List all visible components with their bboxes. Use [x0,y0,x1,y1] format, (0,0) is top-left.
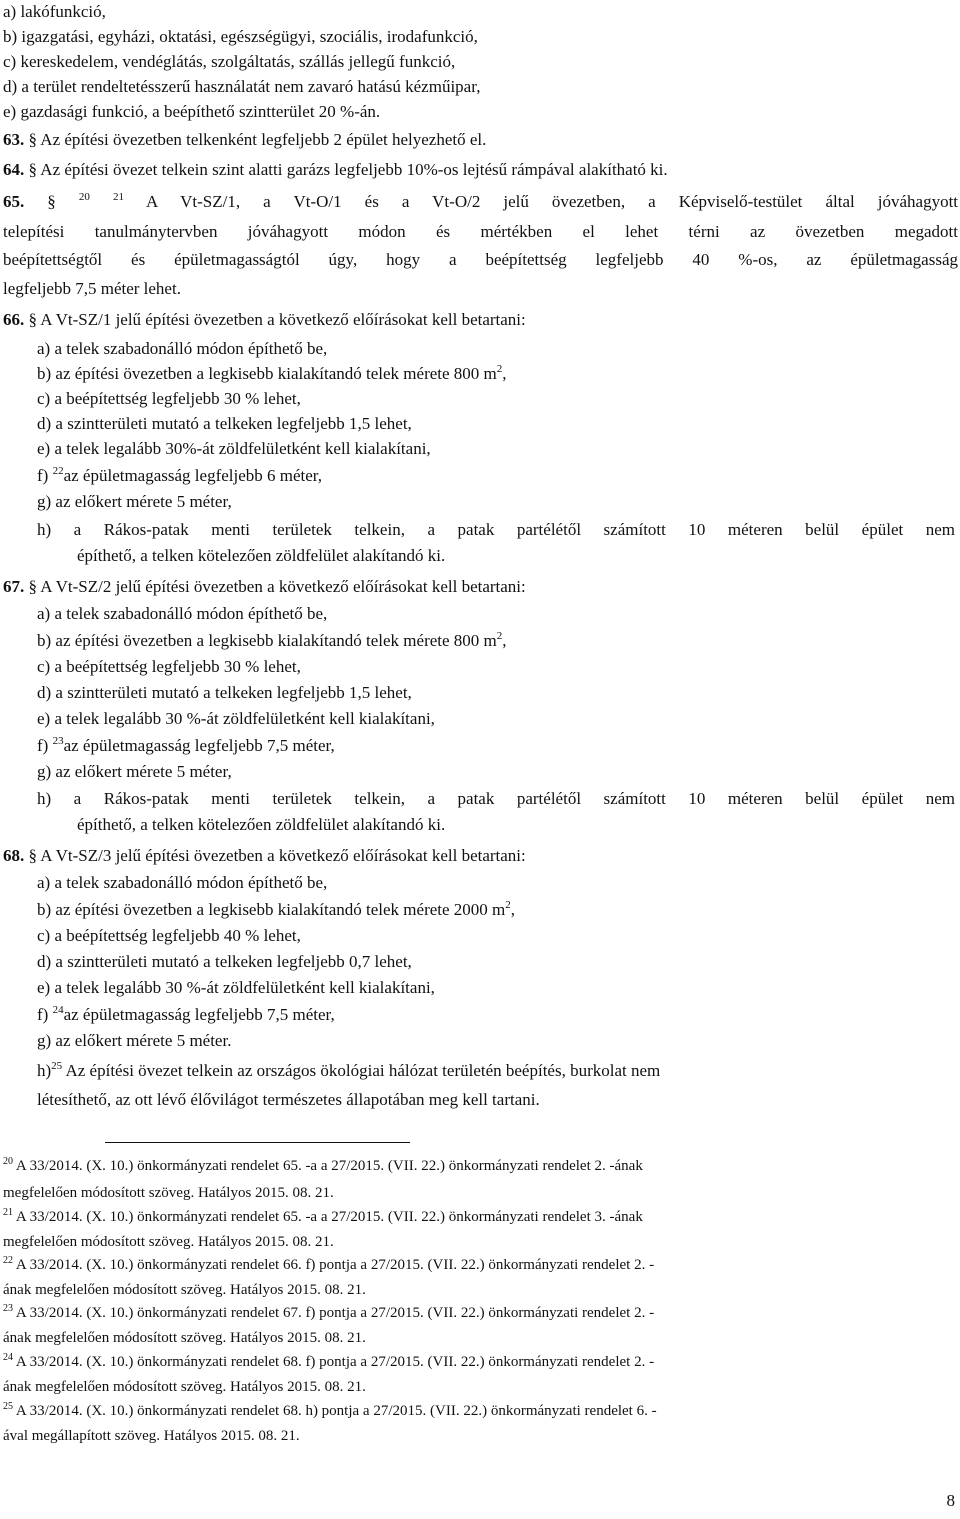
list-item: d) a szintterületi mutató a telkeken legfeljebb 1,5 lehet, [37,683,412,702]
paragraph-text: A Vt-SZ/1, a Vt-O/1 és a Vt-O/2 jelű övezetben, a Képviselő-testület által jóváhagyott [123,192,959,211]
superscript: 2 [496,630,503,642]
footnote-text: A 33/2014. (X. 10.) önkormányzati rendelet 66. f) pontja a 27/2015. (VII. 22.) önkormányzati rendelet 2. - [13,1257,655,1273]
paragraph-65-line: telepítési tanulmánytervben jóváhagyott módon és mértékben el lehet térni az övezetben megadott [3,222,958,241]
list-item-text: Az építési övezet telkein az országos ökológiai hálózat területén beépítés, burkolat nem [62,1061,661,1080]
list-item [37,466,322,486]
section-number: 65. [3,192,25,211]
list-item [37,900,515,920]
section-sign-icon: § [24,846,37,865]
section-sign-icon: § [24,130,37,149]
footnote [3,1304,654,1322]
page-number: 8 [946,1491,955,1510]
list-item: a) a telek szabadonálló módon építhető be, [37,873,328,892]
footnote-number: 21 [3,1207,13,1218]
section-sign-icon: § [24,160,37,179]
paragraph-text: A Vt-SZ/2 jelű építési övezetben a következő előírásokat kell betartani: [37,577,526,596]
paragraph-63 [3,130,486,150]
list-item: c) a beépítettség legfeljebb 30 % lehet, [37,657,301,676]
list-item: e) a telek legalább 30 %-át zöldfelületként kell kialakítani, [37,709,435,728]
list-item-text: , [502,364,507,383]
list-item [37,736,335,756]
footnote-number: 22 [3,1255,13,1266]
superscript: 2 [496,363,503,375]
list-item-marker: h) [37,1061,52,1080]
list-item: c) a beépítettség legfeljebb 40 % lehet, [37,926,301,945]
footnote-number: 23 [3,1303,13,1314]
paragraph-65-line [3,192,958,212]
footnote-ref[interactable]: 21 [112,191,124,203]
list-item: g) az előkert mérete 5 méter, [37,492,232,511]
footnote [3,1157,953,1175]
list-item: a) a telek szabadonálló módon építhető be, [37,339,328,358]
footnote-number: 25 [3,1401,13,1412]
list-item: c) kereskedelem, vendéglátás, szolgáltatás, szállás jellegű funkció, [3,52,456,71]
list-item [37,1005,335,1025]
list-item-text: , [510,900,516,919]
list-item-marker: f) [37,736,53,755]
list-item: építhető, a telken kötelezően zöldfelület alakítandó ki. [77,546,446,565]
list-item: d) a terület rendeltetésszerű használatát nem zavaró hatású kézműipar, [3,77,481,96]
section-number: 63. [3,130,25,149]
footnote [3,1353,654,1371]
list-item: c) a beépítettség legfeljebb 30 % lehet, [37,389,301,408]
paragraph-66 [3,310,526,330]
paragraph-text: A Vt-SZ/1 jelű építési övezetben a következő előírásokat kell betartani: [37,310,526,329]
list-item-text: b) az építési övezetben a legkisebb kialakítandó telek mérete 800 m [37,631,497,650]
list-item: d) a szintterületi mutató a telkeken legfeljebb 1,5 lehet, [37,414,412,433]
footnote-separator [105,1142,410,1143]
footnote [3,1256,654,1274]
footnote-number: 20 [3,1156,13,1167]
paragraph-65-line: legfeljebb 7,5 méter lehet. [3,279,181,298]
footnote-ref[interactable]: 22 [52,465,64,477]
list-item: g) az előkert mérete 5 méter, [37,762,232,781]
section-number: 66. [3,310,25,329]
paragraph-text: Az építési övezetben telkenként legfeljebb 2 épület helyezhető el. [37,130,487,149]
list-item: e) gazdasági funkció, a beépíthető szintterület 20 %-án. [3,102,381,121]
list-item [37,1061,660,1081]
footnote-text: A 33/2014. (X. 10.) önkormányzati rendelet 68. f) pontja a 27/2015. (VII. 22.) önkormányzati rendelet 2. - [13,1354,655,1370]
footnote-ref[interactable]: 23 [52,735,64,747]
paragraph-64 [3,160,668,180]
footnote-text: A 33/2014. (X. 10.) önkormányzati rendelet 68. h) pontja a 27/2015. (VII. 22.) önkormányzati rendelet 6. - [13,1403,657,1419]
footnote: ával megállapított szöveg. Hatályos 2015. 08. 21. [3,1428,300,1444]
list-item: b) igazgatási, egyházi, oktatási, egészségügyi, szociális, irodafunkció, [3,27,478,46]
footnote [3,1208,643,1226]
superscript: 2 [505,899,511,911]
paragraph-text: Az építési övezet telkein szint alatti garázs legfeljebb 10%-os lejtésű rámpával alakítható ki. [37,160,668,179]
footnote-ref[interactable]: 24 [52,1004,64,1016]
list-item [37,364,507,384]
list-item-marker: f) [37,1005,53,1024]
footnote-ref[interactable]: 20 [78,191,90,203]
paragraph-68 [3,846,526,866]
list-item-marker: f) [37,466,53,485]
list-item: építhető, a telken kötelezően zöldfelület alakítandó ki. [77,815,446,834]
footnote: ának megfelelően módosított szöveg. Hatályos 2015. 08. 21. [3,1282,366,1298]
footnote: ának megfelelően módosított szöveg. Hatályos 2015. 08. 21. [3,1330,366,1346]
footnote: ának megfelelően módosított szöveg. Hatályos 2015. 08. 21. [3,1379,366,1395]
footnote [3,1402,657,1420]
list-item-text: b) az építési övezetben a legkisebb kialakítandó telek mérete 800 m [37,364,497,383]
list-item-text: , [502,631,507,650]
section-number: 64. [3,160,25,179]
list-item-text: az épületmagasság legfeljebb 7,5 méter, [63,736,335,755]
list-item-text: az épületmagasság legfeljebb 7,5 méter, [63,1005,335,1024]
list-item-text: az épületmagasság legfeljebb 6 méter, [63,466,323,485]
footnote-text: A 33/2014. (X. 10.) önkormányzati rendelet 65. -a a 27/2015. (VII. 22.) önkormányzati rendelet 2. -ának [13,1158,643,1174]
section-number: 68. [3,846,25,865]
footnote-ref[interactable]: 25 [51,1060,63,1072]
paragraph-67 [3,577,526,597]
section-number: 67. [3,577,25,596]
list-item: a) a telek szabadonálló módon építhető be, [37,604,328,623]
footnote-text: A 33/2014. (X. 10.) önkormányzati rendelet 65. -a a 27/2015. (VII. 22.) önkormányzati rendelet 3. -ának [13,1209,643,1225]
list-item-text: b) az építési övezetben a legkisebb kialakítandó telek mérete 2000 m [37,900,506,919]
section-sign-icon: § [24,192,56,211]
list-item: e) a telek legalább 30%-át zöldfelületként kell kialakítani, [37,439,431,458]
paragraph-text: A Vt-SZ/3 jelű építési övezetben a következő előírásokat kell betartani: [37,846,526,865]
list-item: a) lakófunkció, [3,2,106,21]
list-item: létesíthető, az ott lévő élővilágot természetes állapotában meg kell tartani. [37,1090,540,1109]
list-item: e) a telek legalább 30 %-át zöldfelületként kell kialakítani, [37,978,435,997]
section-sign-icon: § [24,310,37,329]
footnote: megfelelően módosított szöveg. Hatályos 2015. 08. 21. [3,1234,334,1250]
list-item: h) a Rákos-patak menti területek telkein, a patak partélétől számított 10 méteren belül épület nem [37,520,955,539]
footnote-number: 24 [3,1352,13,1363]
section-sign-icon: § [24,577,37,596]
footnote: megfelelően módosított szöveg. Hatályos 2015. 08. 21. [3,1185,334,1201]
list-item: h) a Rákos-patak menti területek telkein, a patak partélétől számított 10 méteren belül épület nem [37,789,955,808]
list-item [37,631,507,651]
list-item: g) az előkert mérete 5 méter. [37,1031,232,1050]
footnote-text: A 33/2014. (X. 10.) önkormányzati rendelet 67. f) pontja a 27/2015. (VII. 22.) önkormányzati rendelet 2. - [13,1305,655,1321]
paragraph-65-line: beépítettségtől és épületmagasságtól úgy, hogy a beépítettség legfeljebb 40 %-os, az épületmagasság [3,250,958,269]
list-item: d) a szintterületi mutató a telkeken legfeljebb 0,7 lehet, [37,952,412,971]
